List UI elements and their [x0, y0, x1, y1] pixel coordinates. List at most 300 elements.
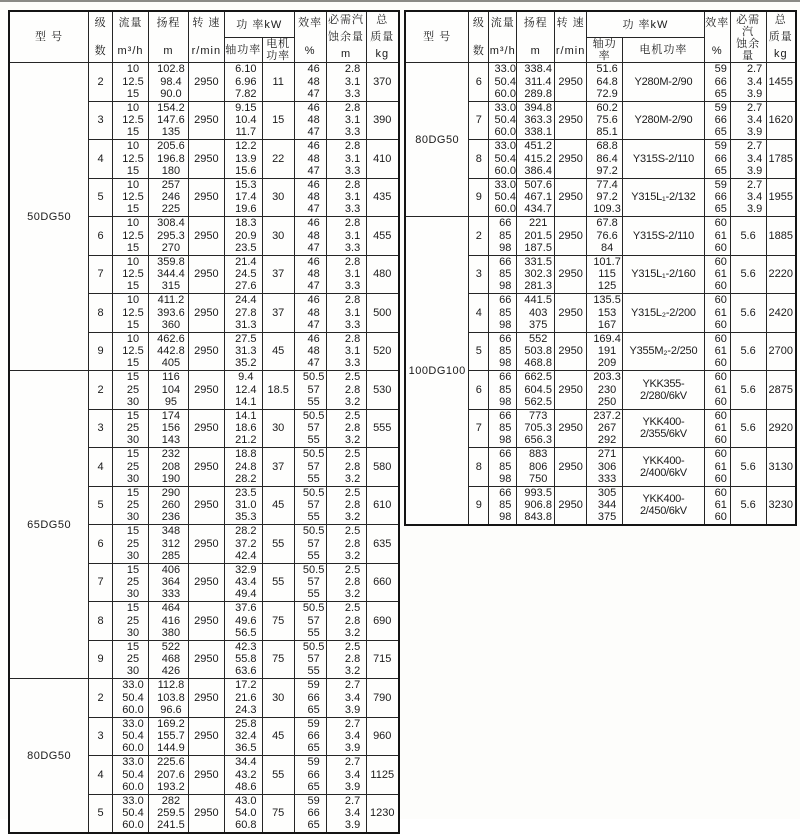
flow-value: 15 — [126, 87, 140, 100]
head-value: 364 — [161, 576, 181, 589]
header-mass-line: 质量 — [768, 31, 793, 43]
motor-power-cell: YKK400-2/400/6kV — [623, 448, 705, 487]
speed-cell: 2950 — [555, 486, 587, 525]
flow-value: 30 — [126, 472, 140, 485]
eff-value: 47 — [307, 280, 320, 293]
eff-value: 46 — [307, 178, 320, 191]
flow-value: 98 — [499, 395, 512, 408]
header-stage-wrap — [89, 15, 112, 59]
npsh-value: 3.2 — [344, 395, 361, 408]
eff-value: 55 — [307, 626, 320, 639]
stage-cell: 9 — [469, 178, 489, 217]
header-mass-wrap — [767, 13, 795, 61]
head-value: 154.2 — [157, 101, 185, 114]
eff-value: 60 — [714, 486, 727, 499]
motor-power-cell: 30 — [262, 217, 294, 256]
eff-value: 66 — [714, 152, 727, 165]
shaft-power-cell — [587, 63, 623, 102]
motor-power-cell: 55 — [262, 563, 294, 602]
flow-value: 15 — [126, 318, 140, 331]
flow-value: 66 — [499, 448, 512, 461]
shaft-value: 97.2 — [596, 191, 618, 204]
motor-power-cell: 75 — [262, 794, 294, 833]
head-cell — [148, 409, 188, 448]
shaft-value: 17.2 — [235, 679, 257, 692]
npsh-value: 3.4 — [746, 152, 763, 165]
mass-cell: 2420 — [766, 294, 796, 333]
speed-cell: 2950 — [188, 448, 224, 487]
eff-value: 48 — [307, 152, 320, 165]
eff-value: 61 — [714, 383, 727, 396]
header-head-wrap — [149, 15, 188, 59]
shaft-value: 67.8 — [596, 217, 618, 230]
flow-value: 10 — [126, 178, 140, 191]
head-value: 302.3 — [524, 268, 552, 281]
eff-value: 65 — [307, 819, 320, 832]
head-value: 380 — [161, 626, 181, 639]
efficiency-cell — [704, 448, 730, 487]
efficiency-cell — [294, 101, 326, 140]
mass-cell: 410 — [366, 140, 399, 179]
eff-value: 47 — [307, 318, 320, 331]
shaft-value: 32.9 — [235, 563, 257, 576]
head-value: 190 — [161, 472, 181, 485]
header-model: 型 号 — [9, 11, 89, 63]
header-flow-line: m³/h — [117, 45, 144, 57]
head-value: 441.5 — [524, 294, 552, 307]
eff-value: 59 — [307, 794, 320, 807]
npsh-value: 2.8 — [344, 217, 361, 230]
head-value: 193.2 — [157, 780, 185, 793]
npsh-cell — [326, 640, 366, 679]
npsh-value: 3.1 — [344, 114, 361, 127]
eff-value: 60 — [714, 434, 727, 447]
mass-cell: 520 — [366, 332, 399, 371]
head-value: 289.8 — [524, 87, 552, 100]
shaft-value: 25.8 — [235, 717, 257, 730]
flow-cell — [113, 525, 149, 564]
header-efficiency — [704, 11, 730, 63]
flow-cell — [489, 217, 517, 256]
flow-cell — [489, 140, 517, 179]
head-cell — [148, 756, 188, 795]
head-value: 806 — [529, 460, 548, 473]
eff-value: 66 — [307, 730, 320, 743]
shaft-value: 60.2 — [596, 101, 618, 114]
shaft-value: 13.9 — [235, 152, 257, 165]
shaft-value: 86.4 — [596, 152, 618, 165]
shaft-value: 37.2 — [235, 537, 257, 550]
npsh-value: 3.1 — [344, 229, 361, 242]
flow-value: 30 — [126, 549, 140, 562]
flow-value: 15 — [126, 486, 140, 499]
head-value: 241.5 — [157, 819, 185, 832]
shaft-power-cell — [224, 371, 262, 410]
head-value: 386.4 — [524, 164, 552, 177]
motor-power-cell: Y280M-2/90 — [623, 63, 705, 102]
stage-cell: 8 — [89, 602, 113, 641]
flow-cell — [489, 371, 517, 410]
eff-value: 60 — [714, 409, 727, 422]
shaft-power-cell — [587, 217, 623, 256]
npsh-value: 3.9 — [344, 742, 361, 755]
shaft-value: 23.5 — [235, 486, 257, 499]
head-value: 411.2 — [157, 294, 185, 307]
shaft-value: 63.6 — [235, 665, 257, 678]
eff-value: 65 — [307, 780, 320, 793]
head-value: 552 — [529, 332, 548, 345]
flow-value: 85 — [499, 306, 512, 319]
eff-value: 47 — [307, 87, 320, 100]
shaft-value: 27.5 — [235, 332, 257, 345]
npsh-cell — [326, 255, 366, 294]
npsh-cell — [326, 217, 366, 256]
head-cell — [148, 101, 188, 140]
flow-value: 60.0 — [494, 203, 516, 216]
eff-value: 65 — [714, 126, 727, 139]
npsh-value: 3.2 — [344, 434, 361, 447]
shaft-value: 18.8 — [235, 448, 257, 461]
header-stage — [89, 11, 113, 63]
efficiency-cell — [704, 486, 730, 525]
head-value: 344.4 — [157, 268, 185, 281]
stage-cell: 3 — [469, 255, 489, 294]
head-cell — [148, 140, 188, 179]
npsh-value: 2.5 — [344, 371, 361, 384]
shaft-value: 43.2 — [235, 768, 257, 781]
efficiency-cell — [294, 217, 326, 256]
speed-cell: 2950 — [188, 255, 224, 294]
flow-value: 60.0 — [122, 742, 144, 755]
head-value: 462.6 — [157, 332, 185, 345]
npsh-value: 3.1 — [344, 345, 361, 358]
mass-cell: 580 — [366, 448, 399, 487]
speed-cell: 2950 — [188, 217, 224, 256]
model-cell: 65DG50 — [9, 371, 89, 679]
stage-cell: 5 — [89, 794, 113, 833]
header-motor-power: 电机功率 — [623, 38, 705, 63]
head-value: 257 — [161, 178, 181, 191]
flow-value: 25 — [126, 499, 140, 512]
flow-value: 33.0 — [494, 63, 516, 76]
shaft-power-cell — [224, 563, 262, 602]
eff-value: 60 — [714, 371, 727, 384]
header-mass-line: 总 — [376, 14, 389, 26]
shaft-value: 28.2 — [235, 472, 257, 485]
flow-value: 50.4 — [494, 75, 516, 88]
model-cell: 100DG100 — [405, 217, 469, 526]
shaft-value: 68.8 — [596, 140, 618, 153]
npsh-value: 3.2 — [344, 549, 361, 562]
flow-cell — [113, 63, 149, 102]
npsh-value: 3.9 — [344, 780, 361, 793]
flow-cell — [113, 217, 149, 256]
head-cell — [517, 371, 555, 410]
head-cell — [517, 140, 555, 179]
efficiency-cell — [704, 140, 730, 179]
shaft-value: 21.4 — [235, 255, 257, 268]
stage-cell: 5 — [89, 178, 113, 217]
npsh-value: 3.3 — [344, 164, 361, 177]
npsh-value: 2.8 — [344, 576, 361, 589]
flow-value: 33.0 — [494, 178, 516, 191]
header-speed-line: r/min — [555, 45, 586, 57]
eff-value: 66 — [714, 114, 727, 127]
shaft-value: 167 — [597, 318, 617, 331]
stage-cell: 4 — [89, 140, 113, 179]
shaft-power-cell — [224, 101, 262, 140]
head-value: 522 — [161, 640, 181, 653]
shaft-value: 84 — [600, 241, 614, 254]
npsh-cell — [730, 63, 766, 102]
flow-value: 10 — [126, 332, 140, 345]
eff-value: 55 — [307, 588, 320, 601]
head-cell — [517, 332, 555, 371]
eff-value: 55 — [307, 472, 320, 485]
head-value: 363.3 — [524, 114, 552, 127]
flow-value: 98 — [499, 434, 512, 447]
shaft-power-cell — [224, 602, 262, 641]
npsh-value: 2.8 — [344, 178, 361, 191]
mass-cell: 1125 — [366, 756, 399, 795]
eff-value: 47 — [307, 164, 320, 177]
npsh-cell — [326, 563, 366, 602]
npsh-cell — [326, 717, 366, 756]
head-value: 843.8 — [524, 511, 552, 524]
npsh-value: 3.4 — [344, 691, 361, 704]
shaft-value: 14.1 — [235, 395, 257, 408]
flow-value: 50.4 — [122, 691, 144, 704]
shaft-value: 21.6 — [235, 691, 257, 704]
speed-cell: 2950 — [555, 255, 587, 294]
mass-cell: 480 — [366, 255, 399, 294]
header-head — [148, 11, 188, 63]
shaft-value: 135.5 — [593, 294, 621, 307]
stage-cell: 7 — [89, 255, 113, 294]
shaft-value: 64.8 — [596, 75, 618, 88]
eff-value: 60 — [714, 511, 727, 524]
stage-cell: 8 — [469, 448, 489, 487]
mass-cell: 2700 — [766, 332, 796, 371]
mass-cell: 790 — [366, 679, 399, 718]
eff-value: 59 — [714, 101, 727, 114]
shaft-value: 209 — [597, 357, 617, 370]
header-npsh-line: 蚀余量 — [736, 38, 761, 62]
npsh-value: 3.2 — [344, 588, 361, 601]
speed-cell: 2950 — [188, 525, 224, 564]
mass-cell: 960 — [366, 717, 399, 756]
shaft-value: 49.4 — [235, 588, 257, 601]
shaft-value: 27.8 — [235, 306, 257, 319]
npsh-value: 2.8 — [344, 422, 361, 435]
shaft-power-cell — [224, 525, 262, 564]
eff-value: 47 — [307, 357, 320, 370]
flow-value: 30 — [126, 626, 140, 639]
npsh-cell — [326, 140, 366, 179]
mass-cell: 2220 — [766, 255, 796, 294]
efficiency-cell — [294, 679, 326, 718]
flow-value: 98 — [499, 280, 512, 293]
motor-power-cell: 37 — [262, 255, 294, 294]
shaft-power-cell — [587, 178, 623, 217]
npsh-value: 2.7 — [746, 63, 763, 76]
shaft-value: 169.4 — [593, 332, 621, 345]
eff-value: 50.5 — [302, 409, 325, 422]
flow-value: 50.4 — [122, 768, 144, 781]
shaft-value: 15.6 — [235, 164, 257, 177]
head-value: 359.8 — [157, 255, 185, 268]
npsh-cell — [326, 101, 366, 140]
npsh-value: 2.8 — [344, 460, 361, 473]
head-value: 282 — [161, 794, 181, 807]
npsh-cell: 5.6 — [730, 486, 766, 525]
shaft-value: 306 — [597, 460, 617, 473]
head-value: 773 — [529, 409, 548, 422]
flow-value: 98 — [499, 472, 512, 485]
eff-value: 47 — [307, 126, 320, 139]
header-model: 型 号 — [405, 11, 469, 63]
flow-value: 15 — [126, 448, 140, 461]
header-stage — [469, 11, 489, 63]
eff-value: 59 — [307, 756, 320, 769]
shaft-value: 333 — [597, 472, 617, 485]
flow-value: 10 — [126, 294, 140, 307]
flow-value: 30 — [126, 665, 140, 678]
shaft-value: 237.2 — [593, 409, 621, 422]
mass-cell: 500 — [366, 294, 399, 333]
shaft-value: 75.6 — [596, 114, 618, 127]
shaft-power-cell — [587, 332, 623, 371]
head-value: 662.5 — [524, 371, 552, 384]
shaft-power-cell — [224, 63, 262, 102]
flow-value: 60.0 — [122, 780, 144, 793]
eff-value: 60 — [714, 318, 727, 331]
npsh-value: 2.5 — [344, 640, 361, 653]
shaft-value: 42.3 — [235, 640, 257, 653]
flow-value: 66 — [499, 255, 512, 268]
efficiency-cell — [294, 332, 326, 371]
shaft-value: 76.6 — [596, 229, 618, 242]
npsh-value: 3.9 — [746, 126, 763, 139]
efficiency-cell — [704, 409, 730, 448]
efficiency-cell — [704, 371, 730, 410]
mass-cell: 1230 — [366, 794, 399, 833]
eff-value: 60 — [714, 472, 727, 485]
efficiency-cell — [294, 602, 326, 641]
shaft-value: 97.2 — [596, 164, 618, 177]
shaft-power-cell — [224, 409, 262, 448]
head-value: 331.5 — [524, 255, 552, 268]
shaft-value: 11.7 — [235, 126, 257, 139]
eff-value: 57 — [307, 499, 320, 512]
head-value: 260 — [161, 499, 181, 512]
header-speed — [555, 11, 587, 63]
flow-cell — [113, 563, 149, 602]
head-value: 187.5 — [524, 241, 552, 254]
flow-value: 25 — [126, 422, 140, 435]
npsh-cell — [326, 409, 366, 448]
head-cell — [517, 255, 555, 294]
header-head — [517, 11, 555, 63]
head-value: 112.8 — [157, 679, 185, 692]
flow-cell — [489, 255, 517, 294]
head-value: 225.6 — [157, 756, 185, 769]
eff-value: 61 — [714, 422, 727, 435]
motor-power-cell: Y315L₂-2/200 — [623, 294, 705, 333]
head-cell — [148, 525, 188, 564]
shaft-value: 31.0 — [235, 499, 257, 512]
efficiency-cell — [294, 717, 326, 756]
npsh-value: 3.1 — [344, 152, 361, 165]
eff-value: 47 — [307, 203, 320, 216]
shaft-value: 19.6 — [235, 203, 257, 216]
npsh-cell: 5.6 — [730, 294, 766, 333]
eff-value: 55 — [307, 395, 320, 408]
eff-value: 57 — [307, 653, 320, 666]
shaft-power-cell — [224, 140, 262, 179]
npsh-value: 2.5 — [344, 563, 361, 576]
efficiency-cell — [704, 63, 730, 102]
speed-cell: 2950 — [188, 486, 224, 525]
flow-cell — [489, 101, 517, 140]
shaft-value: 267 — [597, 422, 617, 435]
shaft-power-cell — [224, 332, 262, 371]
motor-power-cell: 30 — [262, 178, 294, 217]
head-value: 90.0 — [160, 87, 182, 100]
motor-power-cell: 15 — [262, 101, 294, 140]
shaft-value: 12.2 — [235, 140, 257, 153]
head-cell — [148, 217, 188, 256]
shaft-value: 77.4 — [596, 178, 618, 191]
shaft-value: 292 — [597, 434, 617, 447]
header-stage-line: 数 — [472, 45, 485, 57]
motor-power-cell: 45 — [262, 717, 294, 756]
header-mass — [766, 11, 796, 63]
head-value: 338.1 — [524, 126, 552, 139]
eff-value: 60 — [714, 294, 727, 307]
npsh-cell — [730, 101, 766, 140]
motor-power-cell: Y315S-2/110 — [623, 140, 705, 179]
head-value: 155.7 — [157, 730, 185, 743]
efficiency-cell — [294, 525, 326, 564]
shaft-power-cell — [224, 178, 262, 217]
flow-value: 33.0 — [494, 101, 516, 114]
npsh-value: 2.7 — [344, 756, 361, 769]
speed-cell: 2950 — [188, 101, 224, 140]
eff-value: 66 — [307, 691, 320, 704]
npsh-cell — [730, 140, 766, 179]
header-shaft-power: 轴功率 — [224, 38, 262, 63]
header-head-line: m — [530, 45, 541, 57]
spec-table-left — [8, 10, 400, 834]
npsh-value: 2.8 — [344, 614, 361, 627]
head-cell — [148, 679, 188, 718]
header-head-line: 扬程 — [523, 17, 548, 29]
flow-value: 15 — [126, 164, 140, 177]
npsh-value: 3.4 — [344, 768, 361, 781]
npsh-value: 3.4 — [746, 191, 763, 204]
stage-cell: 8 — [89, 294, 113, 333]
flow-value: 10 — [126, 140, 140, 153]
eff-value: 46 — [307, 217, 320, 230]
shaft-value: 23.5 — [235, 241, 257, 254]
npsh-value: 2.5 — [344, 525, 361, 538]
motor-power-cell: YKK355-2/280/6kV — [623, 371, 705, 410]
header-speed — [188, 11, 224, 63]
npsh-value: 2.8 — [344, 383, 361, 396]
efficiency-cell — [704, 255, 730, 294]
speed-cell: 2950 — [188, 371, 224, 410]
